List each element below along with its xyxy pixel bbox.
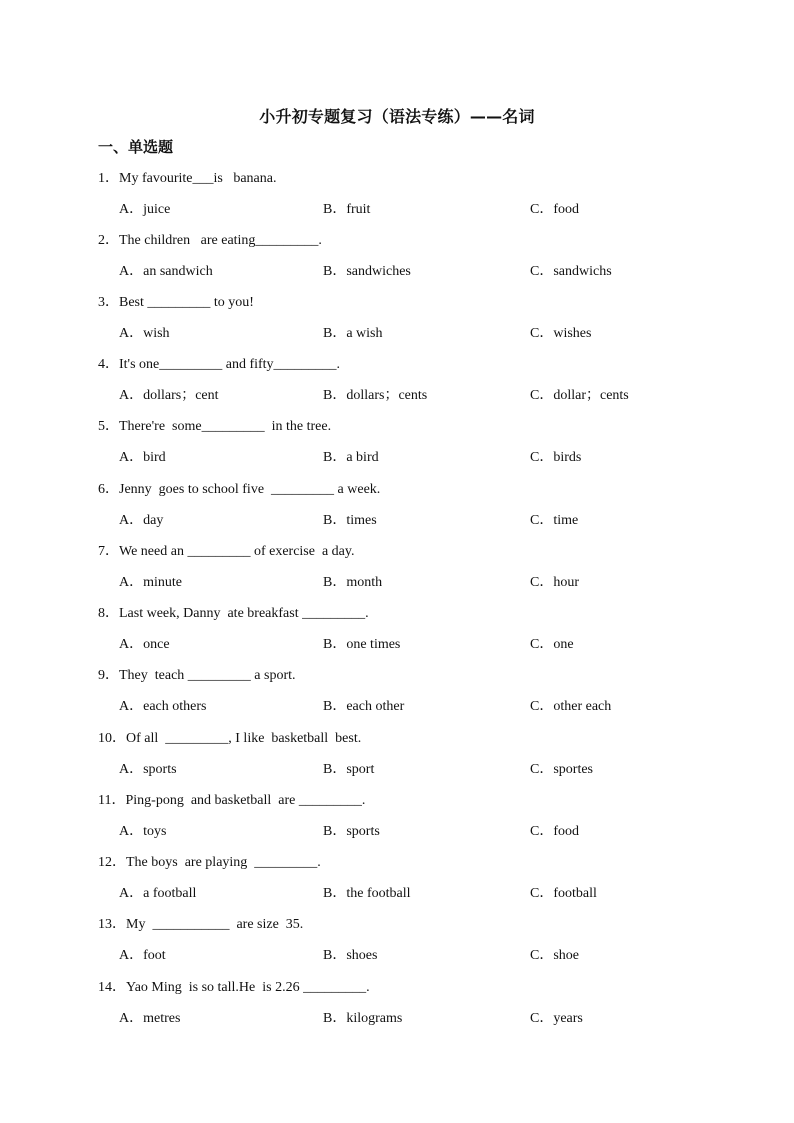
option-a: A．an sandwich <box>119 264 213 279</box>
question-stem: 1．My favourite___is banana. <box>98 171 277 186</box>
question-stem: 10．Of all _________, I like basketball best. <box>98 731 362 746</box>
question-2 <box>98 232 718 294</box>
option-b: B．sports <box>323 824 380 839</box>
question-stem: 2．The children are eating_________. <box>98 233 322 248</box>
option-a: A．toys <box>119 824 167 839</box>
question-11 <box>98 792 718 854</box>
question-8 <box>98 605 718 667</box>
question-stem: 11．Ping-pong and basketball are _________. <box>98 793 366 808</box>
question-stem: 7．We need an _________ of exercise a day. <box>98 544 355 559</box>
option-b: B．dollars；cents <box>323 388 428 403</box>
question-13 <box>98 916 718 978</box>
option-b: B．each other <box>323 699 405 714</box>
question-4 <box>98 356 718 418</box>
option-a: A．day <box>119 513 164 528</box>
option-c: C．sportes <box>530 762 593 777</box>
question-6 <box>98 481 718 543</box>
question-stem: 5．There're some_________ in the tree. <box>98 419 332 434</box>
option-c: C．food <box>530 202 579 217</box>
question-14 <box>98 979 718 1041</box>
option-a: A．bird <box>119 450 166 465</box>
question-stem: 9．They teach _________ a sport. <box>98 668 296 683</box>
option-c: C．years <box>530 1011 583 1026</box>
option-a: A．each others <box>119 699 207 714</box>
question-1 <box>98 170 718 232</box>
option-a: A．foot <box>119 948 166 963</box>
option-a: A．once <box>119 637 170 652</box>
option-c: C．football <box>530 886 597 901</box>
option-a: A．minute <box>119 575 182 590</box>
option-c: C．shoe <box>530 948 579 963</box>
option-a: A．wish <box>119 326 170 341</box>
option-a: A．dollars；cent <box>119 388 219 403</box>
option-b: B．one times <box>323 637 401 652</box>
question-stem: 14．Yao Ming is so tall.He is 2.26 _________. <box>98 980 370 995</box>
option-b: B．month <box>323 575 383 590</box>
question-stem: 6．Jenny goes to school five _________ a week. <box>98 482 381 497</box>
question-12 <box>98 854 718 916</box>
question-stem: 3．Best _________ to you! <box>98 295 254 310</box>
option-a: A．a football <box>119 886 197 901</box>
option-c: C．one <box>530 637 574 652</box>
section-heading: 一、单选题 <box>98 138 174 156</box>
question-stem: 4．It's one_________ and fifty_________. <box>98 357 341 372</box>
option-c: C．time <box>530 513 579 528</box>
option-a: A．metres <box>119 1011 181 1026</box>
question-10 <box>98 730 718 792</box>
question-3 <box>98 294 718 356</box>
question-9 <box>98 667 718 729</box>
question-stem: 8．Last week, Danny ate breakfast _________. <box>98 606 369 621</box>
option-b: B．a bird <box>323 450 379 465</box>
option-c: C．dollar；cents <box>530 388 629 403</box>
option-c: C．birds <box>530 450 582 465</box>
option-a: A．juice <box>119 202 171 217</box>
option-c: C．sandwichs <box>530 264 612 279</box>
option-b: B．fruit <box>323 202 371 217</box>
option-b: B．sport <box>323 762 375 777</box>
question-stem: 13．My ___________ are size 35. <box>98 917 304 932</box>
question-stem: 12．The boys are playing _________. <box>98 855 321 870</box>
option-b: B．the football <box>323 886 411 901</box>
question-5 <box>98 418 718 480</box>
option-b: B．shoes <box>323 948 378 963</box>
option-c: C．wishes <box>530 326 592 341</box>
question-7 <box>98 543 718 605</box>
option-b: B．kilograms <box>323 1011 403 1026</box>
option-c: C．hour <box>530 575 579 590</box>
option-a: A．sports <box>119 762 177 777</box>
option-b: B．a wish <box>323 326 383 341</box>
page-title: 小升初专题复习（语法专练）——名词 <box>259 107 535 126</box>
option-c: C．food <box>530 824 579 839</box>
option-b: B．sandwiches <box>323 264 411 279</box>
option-c: C．other each <box>530 699 612 714</box>
option-b: B．times <box>323 513 377 528</box>
